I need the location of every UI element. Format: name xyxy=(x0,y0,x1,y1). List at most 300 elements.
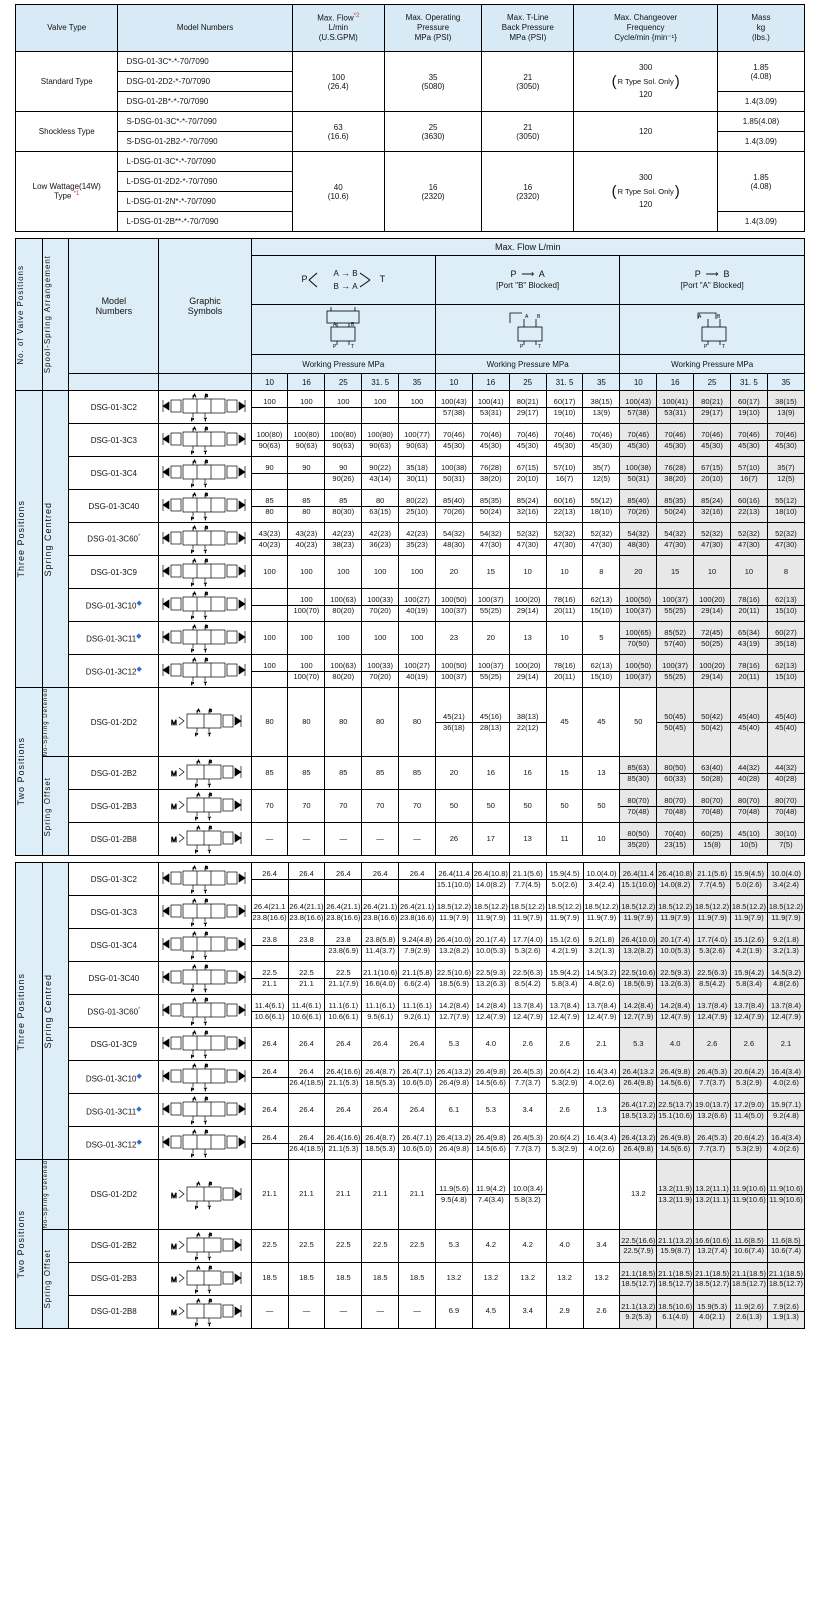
flow-value-lower: 12.4(7.9) xyxy=(733,1011,764,1021)
flow-value-lower: 22(13) xyxy=(738,506,760,516)
flow-value-upper: 9.2(1.8) xyxy=(584,935,620,946)
flow-value-lower xyxy=(252,1144,288,1154)
flow-value-upper: 21.1(13.2) xyxy=(621,1301,656,1311)
flow-value-cell: 13.2 xyxy=(620,1160,657,1229)
flow-value-upper: 57(10) xyxy=(547,463,583,474)
flow-value-upper: 85(24) xyxy=(694,496,730,507)
flow-value-lower: 12.7(7.9) xyxy=(438,1011,469,1021)
model-number-cell: DSG-01-2B8 xyxy=(69,823,159,856)
flow-value-lower: 40(19) xyxy=(406,671,428,681)
flow-value-upper: 50(42) xyxy=(694,712,730,723)
table-row xyxy=(16,1028,805,1061)
svg-text:P: P xyxy=(195,1321,199,1327)
flow-value-cell xyxy=(767,622,804,655)
svg-text:P: P xyxy=(191,1120,195,1126)
svg-text:T: T xyxy=(207,816,211,822)
table-row xyxy=(16,929,805,962)
flow-value-upper: 14.5(3.2) xyxy=(584,968,620,979)
flow-value-cell xyxy=(657,1229,694,1262)
flow-value-cell xyxy=(620,1229,657,1262)
flow-value-cell: 50 xyxy=(509,790,546,823)
flow-value-lower: 12.4(7.9) xyxy=(697,1011,728,1021)
graphic-symbol-cell xyxy=(159,688,251,757)
flow-value-cell: 26.4 xyxy=(288,1028,325,1061)
flow-value-cell: 21.1 xyxy=(251,1160,288,1229)
flow-value-cell xyxy=(767,1061,804,1094)
max-t-line-back-pressure-value: 21 (3050) xyxy=(482,52,574,112)
flow-value-lower: 12.4(7.9) xyxy=(586,1011,617,1021)
flow-value-upper: 20.6(4.2) xyxy=(731,1067,767,1078)
flow-value-upper: 18.5(12.2) xyxy=(436,902,472,912)
flow-value-cell xyxy=(546,962,583,995)
flow-value-cell xyxy=(694,1061,731,1094)
flow-value-cell: 45 xyxy=(583,688,620,757)
flow-value-cell: 100 xyxy=(288,556,325,589)
flow-value-lower: 47(30) xyxy=(738,539,760,549)
svg-text:T: T xyxy=(203,582,207,587)
flow-value-cell xyxy=(694,863,731,896)
flow-value-upper: 10.0(4.0) xyxy=(768,869,804,880)
flow-value-lower: 29(14) xyxy=(701,605,723,615)
flow-value-lower: 22(13) xyxy=(553,506,576,516)
svg-text:B: B xyxy=(208,792,212,798)
svg-text:B: B xyxy=(204,492,208,497)
flow-value-upper: 90(22) xyxy=(362,463,398,474)
flow-value-cell xyxy=(620,823,657,856)
flow-value-cell xyxy=(657,655,694,688)
flow-value-lower: 29(17) xyxy=(516,407,539,417)
th-max-changeover-frequency: Max. Changeover Frequency Cycle/min {min⁻¹} xyxy=(574,5,717,52)
pressure-10: 10 xyxy=(435,374,472,391)
flowpath-p-to-a: P ⟶ A [Port "B" Blocked] xyxy=(435,256,619,305)
flow-value-cell xyxy=(657,823,694,856)
flow-value-cell xyxy=(436,995,473,1028)
flow-value-lower: 80(20) xyxy=(332,671,355,681)
flow-value-lower: 20(11) xyxy=(553,605,576,615)
table-row xyxy=(16,757,805,790)
flow-value-cell xyxy=(767,1229,804,1262)
flow-value-cell: 80 xyxy=(325,688,362,757)
flow-value-lower: 10.6(7.4) xyxy=(770,1246,801,1256)
flow-value-lower: 23.8(16.6) xyxy=(289,912,324,922)
flow-value-cell xyxy=(730,688,767,757)
flow-value-lower: 13.2(11.1) xyxy=(695,1195,729,1205)
flow-value-lower: 5.3(2.9) xyxy=(736,1077,762,1087)
flow-value-cell: 4.2 xyxy=(472,1229,509,1262)
flow-value-lower: 23.8(16.6) xyxy=(326,912,361,922)
flow-value-upper: 15.9(4.2) xyxy=(731,968,767,979)
svg-text:B: B xyxy=(351,322,355,328)
flow-value-lower: 80(30) xyxy=(332,506,355,516)
flow-value-upper: 100 xyxy=(362,397,398,408)
flow-value-cell xyxy=(694,1127,731,1160)
flow-value-lower: 13.2(11.9) xyxy=(658,1195,693,1205)
flow-value-cell xyxy=(472,655,509,688)
flow-value-upper: 80(70) xyxy=(657,796,693,807)
table-row xyxy=(16,1094,805,1127)
max-t-line-back-pressure-value: 21 (3050) xyxy=(482,112,574,152)
flow-value-upper: 18.5(12.2) xyxy=(547,902,582,912)
flow-value-cell: 13 xyxy=(509,823,546,856)
flow-value-cell: 8 xyxy=(767,556,804,589)
flow-value-cell xyxy=(546,655,583,688)
flow-value-cell xyxy=(399,424,436,457)
flow-value-upper: 22.5(6.3) xyxy=(510,968,546,979)
flow-value-cell: 13.2 xyxy=(509,1262,546,1295)
flow-value-cell xyxy=(436,929,473,962)
flow-value-cell xyxy=(694,962,731,995)
max-operating-pressure-value: 35 (5080) xyxy=(384,52,481,112)
flow-value-upper: 85(40) xyxy=(620,496,656,507)
flow-value-lower: 18.5(12.7) xyxy=(768,1279,804,1289)
table-row xyxy=(16,490,805,523)
flow-value-cell xyxy=(362,424,399,457)
flow-value-cell xyxy=(362,995,399,1028)
svg-text:T: T xyxy=(208,1288,211,1294)
svg-text:B: B xyxy=(204,459,208,464)
flow-value-upper: 100 xyxy=(252,661,288,672)
working-pressure-label-3: Working Pressure MPa xyxy=(620,355,805,374)
flow-value-upper: 11.6(8.5) xyxy=(768,1236,804,1247)
flow-value-lower: 47(30) xyxy=(553,539,576,549)
svg-text:B: B xyxy=(209,1231,213,1237)
graphic-symbol-cell xyxy=(159,589,251,622)
svg-text:A: A xyxy=(196,792,200,798)
flow-value-cell xyxy=(583,896,620,929)
flow-value-lower: 20(10) xyxy=(701,473,723,483)
flow-value-cell: — xyxy=(288,823,325,856)
flow-value-upper: 10.0(4.0) xyxy=(584,869,620,880)
flow-value-cell xyxy=(731,1094,768,1127)
flow-value-cell: 100 xyxy=(251,556,288,589)
flow-value-lower: 21.1 xyxy=(262,978,277,988)
flow-value-lower: 11.9(7.9) xyxy=(697,912,727,922)
flow-value-upper: 26.4(13.2) xyxy=(621,1133,656,1143)
flow-value-lower: 12.4(7.9) xyxy=(660,1011,691,1021)
svg-text:A: A xyxy=(197,1297,201,1303)
flow-value-lower: 90(63) xyxy=(406,440,428,450)
flow-value-upper: 20.6(4.2) xyxy=(547,1067,583,1078)
flow-value-upper: 100(37) xyxy=(657,661,693,672)
flow-value-upper: 21.1(5.6) xyxy=(510,869,546,880)
flow-value-cell xyxy=(288,523,325,556)
footnote-marker: ◆ xyxy=(136,633,142,641)
flow-value-cell xyxy=(694,523,731,556)
flow-value-lower: 8.5(4.2) xyxy=(699,978,726,988)
flow-value-cell xyxy=(694,995,731,1028)
flow-value-upper: 100(37) xyxy=(473,661,509,672)
flow-value-lower: 29(14) xyxy=(516,605,539,615)
flow-value-lower: 15.1(10.0) xyxy=(436,879,472,889)
flow-value-lower: 26.4(9.8) xyxy=(438,1143,469,1153)
flow-value-upper: 70(46) xyxy=(510,430,546,441)
flow-value-upper: 26.4(21.1) xyxy=(326,902,361,912)
flow-value-cell: 4.0 xyxy=(546,1229,583,1262)
table-row xyxy=(16,391,805,424)
flow-value-upper: 38(15) xyxy=(583,397,619,408)
svg-text:B: B xyxy=(208,759,212,765)
working-pressure-label-2: Working Pressure MPa xyxy=(435,355,619,374)
flow-value-cell: 85 xyxy=(288,757,325,790)
svg-text:B: B xyxy=(205,898,209,904)
flow-value-cell xyxy=(730,757,767,790)
svg-text:P: P xyxy=(194,849,198,855)
flow-value-upper: 100(20) xyxy=(694,661,730,672)
flow-value-upper: 100(43) xyxy=(436,397,472,408)
model-number: L-DSG-01-2N*-*-70/7090 xyxy=(118,192,292,212)
flow-value-upper: 26.4 xyxy=(289,1067,325,1078)
flow-value-lower: 5.0(2.6) xyxy=(736,879,762,889)
flow-value-cell xyxy=(583,1160,620,1229)
flow-value-cell: 3.4 xyxy=(583,1229,620,1262)
flow-value-cell xyxy=(325,896,362,929)
flow-value-cell xyxy=(399,655,436,688)
footnote-marker: ◆ xyxy=(136,1105,142,1113)
circuit-symbol-1 xyxy=(251,305,435,355)
flow-value-upper: 72(45) xyxy=(694,628,730,639)
flow-value-lower: 35(23) xyxy=(406,539,428,549)
flow-value-lower: 18(10) xyxy=(590,506,613,516)
model-number-cell: DSG-01-2D2 xyxy=(69,688,159,757)
flow-value-lower: 90(63) xyxy=(369,440,391,450)
svg-text:T: T xyxy=(204,988,207,994)
flow-value-cell xyxy=(767,457,804,490)
flow-value-cell xyxy=(583,863,620,896)
flow-value-cell xyxy=(767,863,804,896)
flow-value-cell xyxy=(546,863,583,896)
flow-value-cell xyxy=(472,1061,509,1094)
svg-text:B: B xyxy=(204,426,208,431)
footnote-marker: ◆ xyxy=(136,1072,142,1080)
flow-value-upper: 21.1(5.8) xyxy=(399,968,435,979)
flow-value-cell xyxy=(472,1127,509,1160)
svg-text:T: T xyxy=(204,889,207,895)
flow-value-cell: 2.6 xyxy=(546,1028,583,1061)
flow-value-cell: 22.5 xyxy=(251,1229,288,1262)
flow-value-lower: 47(30) xyxy=(479,539,502,549)
flow-value-lower: 11.9(7.9) xyxy=(549,912,580,922)
flow-value-upper: 18.5(12.2) xyxy=(584,902,619,912)
footnote-marker: ◆ xyxy=(136,666,142,674)
flow-value-cell xyxy=(472,929,509,962)
flow-value-cell: 13 xyxy=(583,757,620,790)
svg-text:T: T xyxy=(722,344,726,349)
flow-value-cell: 6.9 xyxy=(436,1295,473,1328)
flow-value-cell xyxy=(399,589,436,622)
flow-value-lower: 40(19) xyxy=(406,605,428,615)
flow-value-upper: 16.4(3.4) xyxy=(768,1133,804,1144)
flow-value-upper: 26.4(5.3) xyxy=(694,1067,730,1078)
flow-value-cell xyxy=(657,1061,694,1094)
flow-value-upper: 100(80) xyxy=(362,430,398,441)
flow-value-upper: 45(40) xyxy=(731,712,767,723)
group-spring-offset: Spring Offset xyxy=(42,1229,69,1328)
svg-text:B: B xyxy=(208,825,212,831)
pressure-25: 25 xyxy=(325,374,362,391)
flow-value-lower xyxy=(399,880,435,890)
flow-value-lower: 70(26) xyxy=(443,506,465,516)
flow-value-cell xyxy=(472,457,509,490)
svg-text:T: T xyxy=(203,681,207,686)
flow-value-cell xyxy=(288,995,325,1028)
flow-value-lower: 3.2(1.3) xyxy=(773,945,799,955)
flow-value-lower: 11.9(7.9) xyxy=(439,912,469,922)
flow-value-lower: 23.8(6.9) xyxy=(328,945,359,955)
flow-value-cell: 70 xyxy=(288,790,325,823)
flow-value-cell xyxy=(362,589,399,622)
flow-value-cell: 70 xyxy=(251,790,288,823)
svg-text:B: B xyxy=(205,865,209,871)
flow-value-upper: 100(20) xyxy=(510,595,546,606)
flow-value-cell xyxy=(435,457,472,490)
flow-value-lower: 55(25) xyxy=(479,605,502,615)
table-row xyxy=(16,152,805,172)
flow-value-cell xyxy=(620,962,657,995)
flow-value-upper: 14.2(8.4) xyxy=(657,1001,693,1012)
flow-value-cell: 5.3 xyxy=(620,1028,657,1061)
flow-value-cell xyxy=(767,790,804,823)
flow-value-cell: 4.5 xyxy=(472,1295,509,1328)
flow-value-cell xyxy=(288,589,325,622)
flow-value-lower: 48(30) xyxy=(627,539,650,549)
flow-value-upper: 21.1(18.5) xyxy=(694,1268,730,1278)
flow-value-lower: 16.6(4.0) xyxy=(365,978,396,988)
flow-value-lower: 10(5) xyxy=(740,839,758,849)
svg-text:A: A xyxy=(193,865,197,871)
graphic-symbol-cell xyxy=(159,1061,251,1094)
flow-value-lower: 80(20) xyxy=(332,605,355,615)
flow-value-cell xyxy=(694,790,731,823)
model-number-cell: DSG-01-2B2 xyxy=(69,757,159,790)
flow-value-cell xyxy=(362,929,399,962)
flow-value-lower: 47(30) xyxy=(516,539,539,549)
flow-value-upper: 13.2(11.1) xyxy=(695,1184,729,1194)
flow-value-upper: 100(50) xyxy=(620,661,656,672)
flow-value-lower: 9.5(6.1) xyxy=(367,1011,394,1021)
flow-value-upper: 18.5(12.2) xyxy=(731,902,767,912)
circuit-symbol-3 xyxy=(620,305,805,355)
flow-value-upper: 52(32) xyxy=(583,529,619,540)
flow-value-upper: 78(16) xyxy=(547,661,583,672)
flow-value-cell xyxy=(767,1160,804,1229)
flow-value-upper: 21.1(5.6) xyxy=(694,869,730,880)
flow-value-upper: 62(13) xyxy=(583,595,619,606)
flow-value-cell xyxy=(472,863,509,896)
flow-value-cell: 11.9(4.2) 7.4(3.4) xyxy=(472,1160,509,1229)
svg-text:A: A xyxy=(193,1096,197,1102)
flow-value-upper: 100(77) xyxy=(399,430,435,441)
flow-value-cell xyxy=(546,424,583,457)
flow-value-cell xyxy=(657,1127,694,1160)
flow-value-upper: 26.4(13.2) xyxy=(436,1067,472,1077)
th-max-t-line-back-pressure: Max. T-Line Back Pressure MPa (PSI) xyxy=(482,5,574,52)
flow-value-lower: 11.9(7.9) xyxy=(734,912,764,922)
flow-value-lower: 100(37) xyxy=(440,605,467,615)
flow-value-cell xyxy=(694,1094,731,1127)
flow-value-cell xyxy=(325,589,362,622)
svg-text:B: B xyxy=(205,964,209,970)
max-changeover-frequency-value: 120 xyxy=(574,112,717,152)
flow-value-cell: 2.6 xyxy=(731,1028,768,1061)
flow-value-upper: 100(38) xyxy=(436,463,472,474)
flow-value-upper: 60(17) xyxy=(547,397,583,408)
th-max-operating-pressure: Max. Operating Pressure MPa (PSI) xyxy=(384,5,481,52)
graphic-symbol-cell xyxy=(159,1262,251,1295)
flow-value-cell xyxy=(546,391,583,424)
flow-value-cell: 85 xyxy=(325,757,362,790)
flow-value-upper: 22.5(9.3) xyxy=(473,968,509,979)
flow-value-cell xyxy=(251,1127,288,1160)
flow-value-lower: 12(5) xyxy=(592,473,611,483)
flow-value-upper: 22.5 xyxy=(252,968,288,979)
model-number-cell: DSG-01-3C2 xyxy=(69,863,159,896)
pressure-35: 35 xyxy=(767,374,804,391)
flow-value-lower: 12.4(7.9) xyxy=(770,1011,801,1021)
flow-value-upper: 21.1(18.5) xyxy=(731,1268,767,1278)
flow-value-cell xyxy=(362,962,399,995)
max-changeover-frequency-value: 300 ( R Type Sol. Only ) 120 xyxy=(574,152,717,232)
flow-value-lower: 26.4(18.5) xyxy=(289,1077,324,1087)
flow-value-lower: 14.5(6.6) xyxy=(475,1143,506,1153)
flow-value-cell: 26.4 xyxy=(251,1094,288,1127)
svg-text:P: P xyxy=(191,1087,195,1093)
flow-value-cell xyxy=(251,457,288,490)
flow-value-upper: 26.4 xyxy=(289,1133,325,1144)
flow-value-cell: 26.4 xyxy=(362,1028,399,1061)
model-number-cell: DSG-01-3C40 xyxy=(69,962,159,995)
flow-value-upper: 80(21) xyxy=(694,397,730,408)
flow-value-lower: 40(23) xyxy=(258,539,281,549)
flow-value-upper: 15.9(7.1) xyxy=(768,1100,804,1111)
flow-value-upper: 80(70) xyxy=(620,796,656,807)
flow-value-cell xyxy=(657,457,694,490)
flow-value-upper: 26.4(21.1) xyxy=(363,902,398,912)
flow-value-cell: 100 xyxy=(325,622,362,655)
svg-text:A: A xyxy=(192,591,196,596)
flow-value-cell xyxy=(767,995,804,1028)
flow-value-upper: 60(16) xyxy=(547,496,583,507)
flow-value-lower: 5.0(2.6) xyxy=(551,879,578,889)
flow-value-upper: 100 xyxy=(288,595,324,606)
svg-text:B: B xyxy=(208,708,212,714)
svg-text:A: A xyxy=(197,1180,201,1186)
flow-value-lower: 90(26) xyxy=(332,473,355,483)
flow-value-cell xyxy=(325,995,362,1028)
svg-text:T: T xyxy=(207,849,211,855)
flow-value-upper: 90 xyxy=(288,463,324,474)
flow-value-cell xyxy=(657,995,694,1028)
flow-value-upper: 15.1(2.6) xyxy=(547,935,583,946)
flow-value-lower: 45(30) xyxy=(775,440,797,450)
flow-value-upper: 26.4(11.4 xyxy=(436,869,472,880)
flow-value-cell xyxy=(251,863,288,896)
model-number-cell: DSG-01-2D2 xyxy=(69,1160,159,1229)
flow-value-cell xyxy=(583,424,620,457)
flow-value-cell xyxy=(436,896,473,929)
flow-value-cell xyxy=(620,1295,657,1328)
pressure-35: 35 xyxy=(583,374,620,391)
flow-value-cell xyxy=(731,995,768,1028)
svg-text:P: P xyxy=(194,816,198,822)
flow-value-lower: 45(30) xyxy=(479,440,502,450)
flow-value-lower: 32(16) xyxy=(516,506,539,516)
flow-value-lower: 26.4(9.8) xyxy=(623,1143,654,1153)
flow-value-lower: 5.3(2.6) xyxy=(514,945,541,955)
max-operating-pressure-value: 25 (3630) xyxy=(384,112,481,152)
model-number-cell: DSG-01-3C12◆ xyxy=(69,655,159,688)
group-two-positions: Two Positions xyxy=(16,1160,43,1328)
svg-text:A: A xyxy=(197,1231,201,1237)
